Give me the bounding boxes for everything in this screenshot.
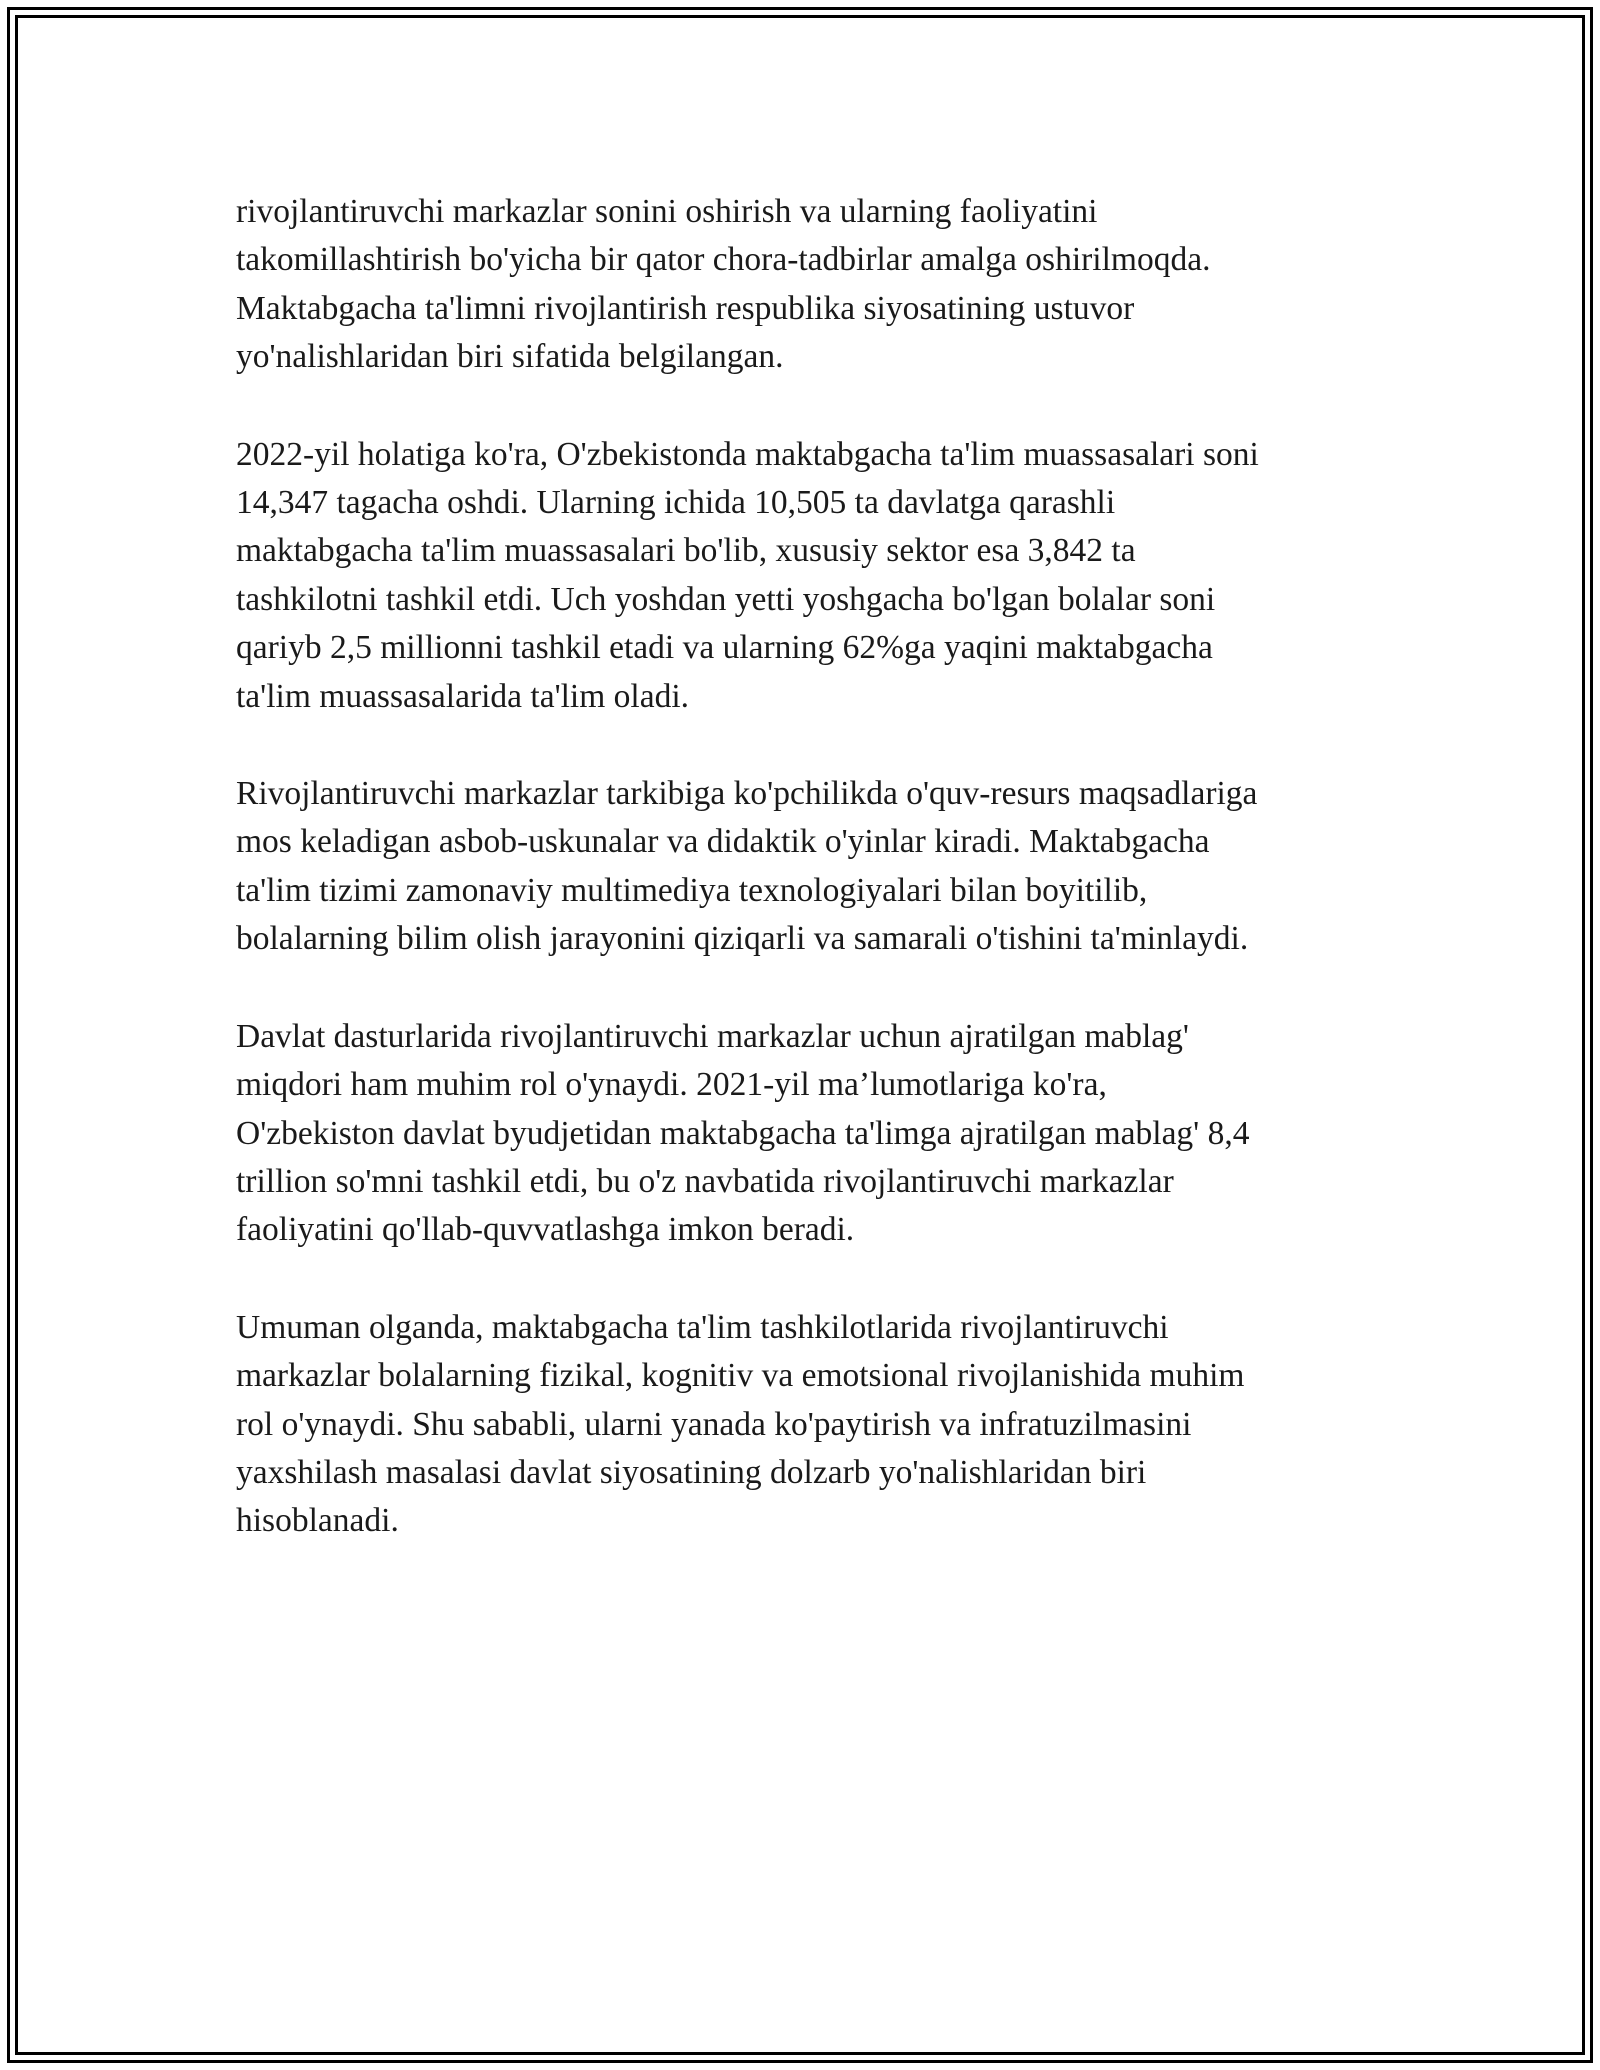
- paragraph-4: Davlat dasturlarida rivojlantiruvchi markazlar uchun ajratilgan mablag' miqdori ham muhim rol o'ynaydi. 2021-yil ma’lumotlariga ko'ra, O'zbekiston davlat byudjetidan maktabgacha ta'limga ajratilgan mablag' 8,4 trillion so'mni tashkil etdi, bu o'z navbatida rivojlantiruvchi markazlar faoliyatini qo'llab-quvvatlashga imkon beradi.: [236, 1017, 1250, 1249]
- paragraph-2: 2022-yil holatiga ko'ra, O'zbekistonda maktabgacha ta'lim muassasalari soni 14,347 tagacha oshdi. Ularning ichida 10,505 ta davlatga qarashli maktabgacha ta'lim muassasalari bo'lib, xususiy sektor esa 3,842 ta tashkilotni tashkil etdi. Uch yoshdan yetti yoshgacha bo'lgan bolalar soni qariyb 2,5 millionni tashkil etadi va ularning 62%ga yaqini maktabgacha ta'lim muassasalarida ta'lim oladi.: [236, 435, 1259, 715]
- paragraph-3: Rivojlantiruvchi markazlar tarkibiga ko'pchilikda o'quv-resurs maqsadlariga mos keladigan asbob-uskunalar va didaktik o'yinlar kiradi. Maktabgacha ta'lim tizimi zamonaviy multimediya texnologiyalari bilan boyitilib, bolalarning bilim olish jarayonini qiziqarli va samarali o'tishini ta'minlaydi.: [236, 775, 1258, 958]
- document-body: [236, 188, 1376, 1546]
- paragraph-1: rivojlantiruvchi markazlar sonini oshirish va ularning faoliyatini takomillashtirish bo'yicha bir qator chora-tadbirlar amalga oshirilmoqda. Maktabgacha ta'limni rivojlantirish respublika siyosatining ustuvor yo'nalishlaridan biri sifatida belgilangan.: [236, 193, 1211, 376]
- paragraph-5: Umuman olganda, maktabgacha ta'lim tashkilotlarida rivojlantiruvchi markazlar bolalarning fizikal, kognitiv va emotsional rivojlanishida muhim rol o'ynaydi. Shu sababli, ularni yanada ko'paytirish va infratuzilmasini yaxshilash masalasi davlat siyosatining dolzarb yo'nalishlaridan biri hisoblanadi.: [236, 1308, 1245, 1540]
